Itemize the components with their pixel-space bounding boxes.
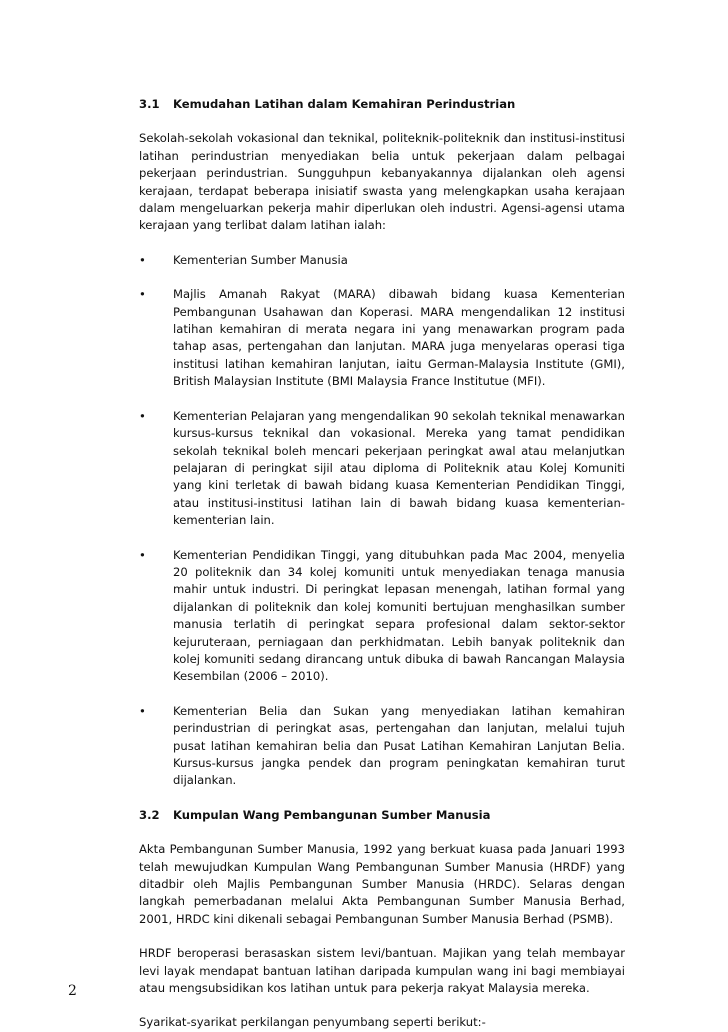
section-heading-3-1 — [139, 96, 625, 113]
document-body — [139, 96, 625, 1032]
bullet-point: • — [139, 408, 146, 423]
paragraph: Syarikat-syarikat perkilangan penyumbang seperti berikut:- — [139, 1015, 486, 1030]
list-item-text: Kementerian Sumber Manusia — [173, 252, 348, 267]
page-number: 2 — [68, 983, 77, 999]
agency-list — [139, 252, 625, 790]
section-title: Kemudahan Latihan dalam Kemahiran Perindustrian — [173, 97, 516, 111]
section-heading-3-2 — [139, 807, 625, 824]
list-item-text: Majlis Amanah Rakyat (MARA) dibawah bidang kuasa Kementerian Pembangunan Usahawan dan Koperasi. MARA mengendalikan 12 institusi latihan kemahiran di merata negara ini yang menawarkan program pada tahap asas, pertengahan dan lanjutan. MARA juga menyelaras operasi tiga institusi latihan kemahiran lanjutan, iaitu German-Malaysia Institute (GMI), British Malaysian Institute (BMI Malaysia France Institutue (MFI). — [173, 287, 625, 389]
bullet-point: • — [139, 252, 146, 267]
list-item — [139, 547, 625, 686]
paragraph: Akta Pembangunan Sumber Manusia, 1992 yang berkuat kuasa pada Januari 1993 telah mewujudkan Kumpulan Wang Pembangunan Sumber Manusia (HRDF) yang ditadbir oleh Majlis Pembangunan Sumber Manusia (HRDC). Selaras dengan langkah pemerbadanan melalui Akta Pembangunan Sumber Manusia Berhad, 2001, HRDC kini dikenali sebagai Pembangunan Sumber Manusia Berhad (PSMB). — [139, 842, 625, 926]
list-item-text: Kementerian Pelajaran yang mengendalikan 90 sekolah teknikal menawarkan kursus-kursus teknikal dan vokasional. Mereka yang tamat pendidikan sekolah teknikal boleh mencari pekerjaan peringkat awal atau melanjutkan pelajaran di peringkat sijil atau diploma di Politeknik atau Kolej Komuniti yang kini terletak di bawah bidang kuasa Kementerian Pendidikan Tinggi, atau institusi-institusi latihan lain di bawah bidang kuasa kementerian-kementerian lain. — [173, 408, 625, 528]
paragraph: HRDF beroperasi berasaskan sistem levi/bantuan. Majikan yang telah membayar levi layak mendapat bantuan latihan daripada kumpulan wang ini bagi membiayai atau mengsubsidikan kos latihan untuk para pekerja rakyat Malaysia mereka. — [139, 946, 625, 996]
section-number: 3.1 — [139, 97, 160, 111]
bullet-point: • — [139, 287, 146, 302]
list-item — [139, 408, 625, 530]
list-item — [139, 286, 625, 390]
list-item-text: Kementerian Pendidikan Tinggi, yang ditubuhkan pada Mac 2004, menyelia 20 politeknik dan 34 kolej komuniti untuk menyediakan tenaga manusia mahir untuk industri. Di peringkat lepasan menengah, latihan formal yang dijalankan di politeknik dan kolej komuniti bertujuan menghasilkan sumber manusia terlatih di peringkat separa profesional dalam sektor-sektor kejuruteraan, perniagaan dan perkhidmatan. Lebih banyak politeknik dan kolej komuniti sedang dirancang untuk dibuka di bawah Rancangan Malaysia Kesembilan (2006 – 2010). — [173, 547, 625, 684]
section-intro-paragraph: Sekolah-sekolah vokasional dan teknikal, politeknik-politeknik dan institusi-institusi latihan perindustrian menyediakan belia untuk pekerjaan dalam pelbagai pekerjaan perindustrian. Sungguhpun kebanyakannya dijalankan oleh agensi kerajaan, terdapat beberapa inisiatif swasta yang melengkapkan usaha kerajaan dalam mengeluarkan pekerja mahir diperlukan oleh industri. Agensi-agensi utama kerajaan yang terlibat dalam latihan ialah: — [139, 131, 625, 233]
bullet-point: • — [139, 703, 146, 718]
bullet-point: • — [139, 547, 146, 562]
list-item — [139, 252, 625, 269]
section-number: 3.2 — [139, 807, 160, 822]
list-item — [139, 703, 625, 790]
list-item-text: Kementerian Belia dan Sukan yang menyediakan latihan kemahiran perindustrian di peringkat asas, pertengahan dan lanjutan, melalui tujuh pusat latihan kemahiran belia dan Pusat Latihan Kemahiran Lanjutan Belia. Kursus-kursus jangka pendek dan program peningkatan kemahiran turut dijalankan. — [173, 703, 625, 788]
section-title: Kumpulan Wang Pembangunan Sumber Manusia — [173, 807, 491, 822]
